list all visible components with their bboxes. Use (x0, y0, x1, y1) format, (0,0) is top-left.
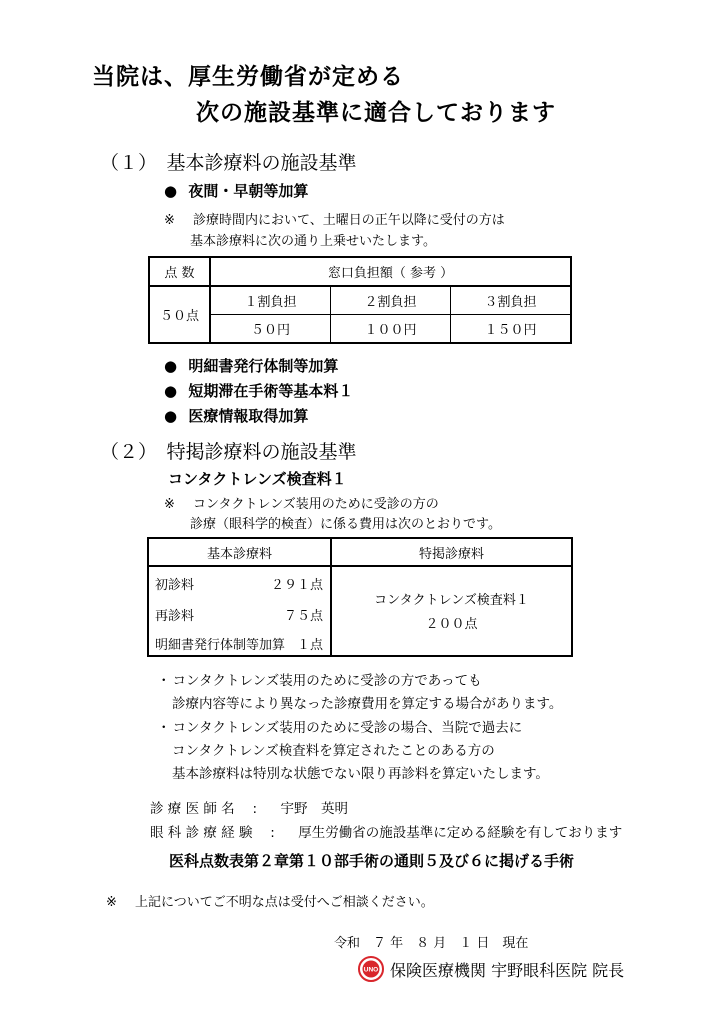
bullet-icon: ● (164, 357, 178, 375)
section2-note (164, 493, 439, 512)
title-line-1: 当院は、厚生労働省が定める (92, 64, 404, 90)
points-value: ５０点 (159, 309, 199, 324)
bullet-icon: ● (164, 182, 178, 200)
para2-line2: コンタクトレンズ検査料を算定されたことのある方の (172, 743, 495, 759)
header-special: 特掲診療料 (418, 546, 484, 562)
note-mark: ※ (106, 895, 117, 910)
clinic-logo-icon (358, 956, 384, 982)
surgery-line: 医科点数表第２章第１０部手術の通則５及び６に掲げる手術 (169, 852, 575, 870)
item-label: 短期滞在手術等基本料１ (188, 382, 354, 400)
para2-line1: ・ コンタクトレンズ装用のために受診の場合、当院で過去に (157, 720, 523, 736)
section1-item2 (164, 355, 338, 376)
copay-table (148, 256, 572, 344)
header-points: 点 数 (164, 266, 195, 281)
dot-mark: ・ (157, 673, 171, 689)
dot-mark: ・ (157, 720, 171, 736)
title-line-2: 次の施設基準に適合しております (196, 100, 556, 126)
footer-note-text: 上記についてご不明な点は受付へご相談ください。 (135, 895, 434, 910)
para1-line1: ・ コンタクトレンズ装用のために受診の方であっても (157, 673, 482, 689)
contact-lens-table (147, 537, 573, 657)
section1-item4 (164, 405, 308, 426)
note-line-1: 診療時間内において、土曜日の正午以降に受付の方は (193, 213, 505, 228)
date-line: 令和 ７ 年 ８ 月 １ 日 現在 (334, 936, 529, 951)
section1-item1 (164, 180, 308, 201)
bullet-icon: ● (164, 382, 178, 400)
row-label: 明細書発行体制等加算 (155, 638, 286, 653)
row-label: 初診料 (155, 578, 195, 593)
experience-row (150, 821, 622, 841)
row-value: ７５点 (283, 609, 323, 624)
header-copay: 窓口負担額（ 参考 ） (327, 266, 454, 281)
footer-note (106, 891, 434, 910)
row-value: ２９１点 (270, 578, 323, 593)
note-mark: ※ (164, 213, 175, 228)
section2-subheading: コンタクトレンズ検査料１ (168, 470, 347, 488)
note-line-1: コンタクトレンズ装用のために受診の方の (193, 497, 439, 512)
col-10pct: １割負担 (244, 295, 297, 310)
note-line-2: 診療（眼科学的検査）に係る費用は次のとおりです。 (190, 517, 501, 532)
special-fee-points: ２００点 (425, 616, 478, 632)
row-value: １点 (296, 638, 323, 653)
item-label: 明細書発行体制等加算 (188, 357, 339, 375)
doctor-name: 宇野 英明 (280, 801, 349, 817)
svg-text:UNO: UNO (363, 966, 379, 974)
amount-20pct: １００円 (364, 323, 417, 338)
note-line-2: 基本診療料に次の通り上乗せいたします。 (190, 234, 436, 249)
col-30pct: ３割負担 (484, 295, 537, 310)
item-label: 夜間・早朝等加算 (188, 182, 309, 200)
amount-30pct: １５０円 (484, 323, 537, 338)
para1-line2: 診療内容等により異なった診療費用を算定する場合があります。 (172, 696, 563, 712)
para2-line3: 基本診療料は特別な状態でない限り再診料を算定いたします。 (172, 766, 549, 782)
section1-note (164, 209, 505, 228)
doctor-label: 診 療 医 師 名 : (150, 801, 271, 817)
row-label: 再診料 (155, 609, 195, 624)
special-fee-name: コンタクトレンズ検査料１ (374, 592, 529, 608)
col-20pct: ２割負担 (364, 295, 417, 310)
experience-text: 厚生労働省の施設基準に定める経験を有しております (298, 825, 623, 841)
amount-10pct: ５０円 (250, 323, 290, 338)
note-mark: ※ (164, 497, 175, 512)
section1-item3 (164, 380, 353, 401)
section1-heading: （１） 基本診療料の施設基準 (100, 152, 357, 174)
bullet-icon: ● (164, 407, 178, 425)
item-label: 医療情報取得加算 (188, 407, 309, 425)
header-basic: 基本診療料 (206, 546, 272, 562)
section2-heading: （２） 特掲診療料の施設基準 (100, 441, 357, 463)
doctor-name-row (150, 797, 348, 817)
experience-label: 眼 科 診 療 経 験 : (150, 825, 289, 841)
clinic-signature: 保険医療機関 宇野眼科医院 院長 (390, 961, 625, 980)
